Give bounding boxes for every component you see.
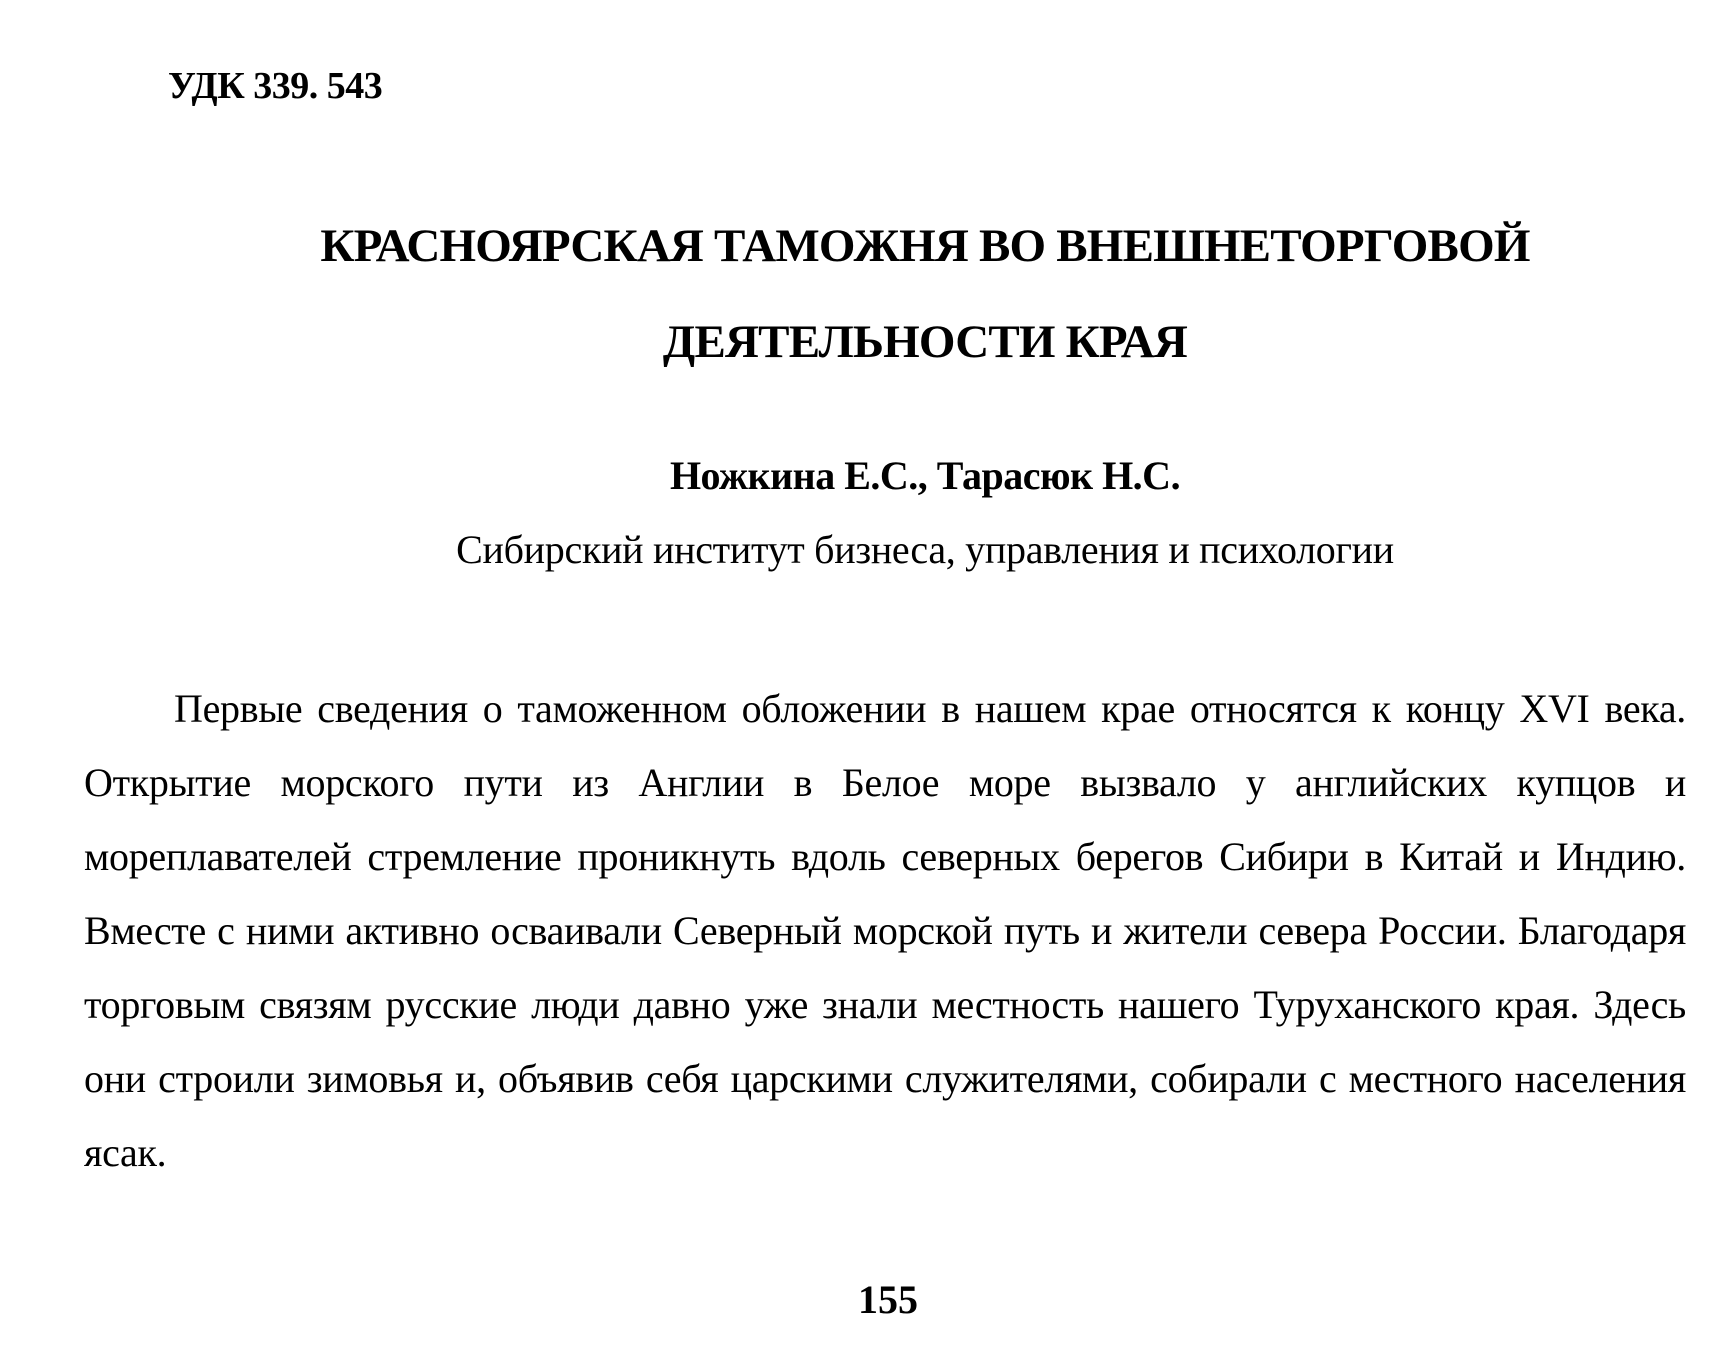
title-line-1: КРАСНОЯРСКАЯ ТАМОЖНЯ ВО ВНЕШНЕТОРГОВОЙ	[320, 220, 1530, 272]
article-title	[150, 198, 1700, 390]
udk-code: УДК 339. 543	[168, 65, 383, 107]
body-paragraph: Первые сведения о таможенном обложении в нашем крае относятся к концу XVI века. Открытие морского пути из Англии в Белое море вызвало у английских купцов и мореплавателей стремление проникнуть вдоль северных берегов Сибири в Китай и Индию. Вместе с ними активно осваивали Северный морской путь и жители севера России. Благодаря торговым связям русские люди давно уже знали местность нашего Туруханского края. Здесь они строили зимовья и, объявив себя царскими служителями, собирали с местного населения ясак.	[84, 686, 1686, 1175]
affiliation: Сибирский институт бизнеса, управления и психологии	[456, 527, 1394, 572]
title-line-2: ДЕЯТЕЛЬНОСТИ КРАЯ	[662, 316, 1188, 368]
page-number: 155	[858, 1277, 918, 1322]
authors: Ножкина Е.С., Тарасюк Н.С.	[669, 453, 1181, 498]
